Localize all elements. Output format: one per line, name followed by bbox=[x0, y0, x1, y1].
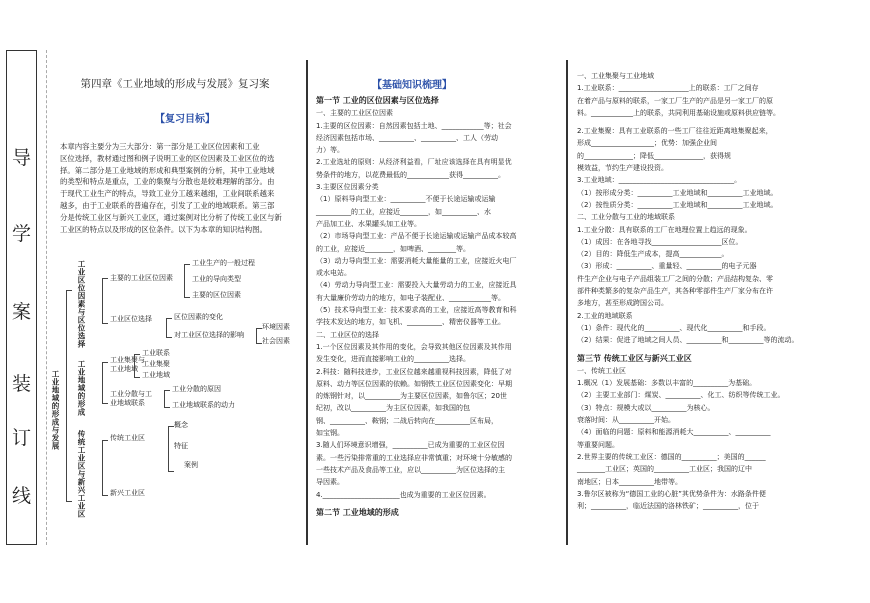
binding-char: 学 bbox=[11, 223, 31, 245]
text-line: 学技术发达的地方，如飞机、__________、精密仪器等工业。 bbox=[316, 318, 505, 327]
text-line: 二、工业区位的选择 bbox=[316, 330, 379, 339]
text-line: 件生产企业与电子产品组装工厂之间的分散；产品结构复杂、零 bbox=[577, 274, 773, 283]
text-line: 3.随人们环境意识增强，__________已成为重要的工业区位因 bbox=[316, 441, 505, 450]
intro-paragraph bbox=[60, 141, 300, 235]
tree-bracket bbox=[134, 354, 140, 378]
text-line: 的工业，应接近________，如啤酒、________等。 bbox=[316, 244, 470, 253]
text-line: 4.______________________也成为重要的工业区位因素。 bbox=[316, 490, 491, 499]
tree-node: 新兴工业区 bbox=[110, 489, 145, 497]
tree-node: 工业生产的一般过程 bbox=[192, 259, 255, 267]
tree-node: 工业区位选择 bbox=[110, 315, 152, 323]
text-line: （3）形成：__________、重量轻、__________的电子元器 bbox=[577, 262, 757, 271]
binding-dashed-line bbox=[46, 50, 47, 545]
tree-bracket bbox=[166, 318, 172, 338]
text-line: （5）技术导向型工业：技术要求高的工业，应接近高等教育和科 bbox=[316, 306, 517, 315]
text-line: （4）面临的问题：原料和能源消耗大__________、__________ bbox=[577, 428, 771, 437]
binding-char: 订 bbox=[11, 427, 31, 449]
binding-strip bbox=[6, 50, 37, 545]
text-line: 一、工业集聚与工业地域 bbox=[577, 72, 654, 80]
text-line: 等重要问题。 bbox=[577, 440, 619, 449]
tree-node: 工业分散的原因 bbox=[172, 385, 221, 393]
section-heading: 第三节 传统工业区与新兴工业区 bbox=[577, 353, 692, 363]
text-line: 多地方，甚至形成跨国公司。 bbox=[577, 299, 668, 308]
intro-line: 区位选择，教材通过图和例子说明工业的区位因素及工业区位的选 bbox=[60, 153, 275, 163]
text-line: 3.鲁尔区被称为“德国工业的心脏”其优势条件为：水路条件便 bbox=[577, 489, 766, 498]
text-line: 1.概况（1）发展基础：多数以丰富的__________为基础。 bbox=[577, 379, 757, 388]
tree-node: 特征 bbox=[174, 442, 188, 450]
tree-bracket bbox=[102, 278, 108, 324]
text-line: 利；__________，临近法国的洛林铁矿；__________，位于 bbox=[577, 502, 759, 511]
binding-char: 装 bbox=[11, 373, 31, 395]
tree-node: 环境因素 bbox=[262, 323, 290, 331]
text-line: 料。____________上的联系，共同利用基础设施或原料供应链等。 bbox=[577, 108, 780, 117]
text-line: （1）条件：现代化的__________、现代化__________和手段。 bbox=[577, 323, 771, 332]
binding-char: 导 bbox=[11, 147, 31, 169]
text-line: 南地区；日本__________地带等。 bbox=[577, 477, 682, 486]
text-line: 1.工业分散：具有联系的工厂在地理位置上趋远的现象。 bbox=[577, 225, 752, 234]
text-line: 形成__________________；优势：加强企业间 bbox=[577, 139, 717, 148]
section-heading: 第一节 工业的区位因素与区位选择 bbox=[316, 96, 439, 105]
tree-branch-1: 工业区位因素与区位选择 bbox=[77, 260, 86, 348]
text-line: 有大量廉价劳动力的地方，如电子装配业、____________等。 bbox=[316, 293, 505, 302]
text-line: 1.工业联系：____________________上的联系：工厂之间存 bbox=[577, 84, 759, 93]
tree-bracket bbox=[184, 264, 190, 298]
review-goal-header: 【复习目标】 bbox=[155, 114, 215, 125]
text-line: 的炼钢针对，以__________为主要区位因素，如鲁尔区；20世 bbox=[316, 392, 507, 401]
column-divider bbox=[306, 60, 308, 545]
text-line: （1）原料导向型工业：__________不便于长途运输或运输 bbox=[316, 195, 496, 204]
text-line: 1.主要的区位因素：自然因素包括土地、____________等；社会 bbox=[316, 121, 512, 130]
text-line: （2）目的：降低生产成本，提高____________。 bbox=[577, 250, 729, 259]
text-line: 纪初，改以__________为主区位因素，如我国的包 bbox=[316, 404, 470, 413]
text-line: __________的工业，应接近________，如__________、水 bbox=[316, 207, 491, 216]
tree-node: 传统工业区 bbox=[110, 434, 145, 442]
intro-line: 分是传统工业区与新兴工业区，通过案例对比分析了传统工业区与新 bbox=[60, 212, 282, 222]
intro-line: 工业区的特点以及形成的区位条件。以下为本章的知识结构图。 bbox=[60, 224, 267, 234]
tree-node: 工业分散与工业地域联系 bbox=[110, 390, 152, 407]
binding-char: 案 bbox=[11, 301, 31, 323]
intro-line: 的类型和特点是重点，工业的集聚与分散也是较难理解的部分。由 bbox=[60, 177, 275, 187]
text-line: 模效益，节约生产建设投资。 bbox=[577, 164, 668, 173]
intro-line: 于现代工业生产的特点，导致工业分工越来越细，工业间联系越来 bbox=[60, 189, 275, 199]
text-line: 发生变化，进而直接影响工业的__________选择。 bbox=[316, 355, 470, 364]
tree-node: 工业地域联系的动力 bbox=[172, 401, 235, 409]
tree-node: 工业集聚与工业地域 bbox=[110, 356, 145, 373]
text-line: 二、工业分散与工业的地域联系 bbox=[577, 213, 675, 222]
text-line: 2.科技：随科技进步，工业区位越来越重视科技因素，降低了对 bbox=[316, 367, 512, 376]
text-line: （3）特点：规模大或以__________为核心。 bbox=[577, 403, 715, 412]
tree-node: 社会因素 bbox=[262, 337, 290, 345]
section-heading: 第二节 工业地域的形成 bbox=[316, 507, 399, 517]
intro-line: 本章内容主要分为三大部分：第一部分是工业区位因素和工业 bbox=[60, 142, 260, 151]
text-line: 经济因素包括市场、__________、__________、工人（劳动 bbox=[316, 133, 498, 142]
text-line: 势条件的地方，以花费最低的____________获得__________。 bbox=[316, 170, 505, 179]
column-3-body bbox=[577, 70, 827, 512]
tree-node: 工业地域 bbox=[142, 371, 170, 379]
intro-line: 择。第二部分是工业地域的形成和典型案例的分析，其中工业地域 bbox=[60, 165, 275, 175]
text-line: 3.主要区位因素分类 bbox=[316, 183, 379, 192]
text-line: （2）结果：促进了地域之间人员、__________和__________等的流动。 bbox=[577, 336, 799, 345]
tree-node: 区位因素的变化 bbox=[174, 313, 223, 321]
tree-node: 案例 bbox=[184, 461, 198, 469]
text-line: 如宝钢。 bbox=[316, 429, 344, 438]
text-line: 2.工业选址的原则：从经济利益看，厂址应该选择在具有明显优 bbox=[316, 158, 512, 167]
text-line: 在着产品与原料的联系，一家工厂生产的产品是另一家工厂的原 bbox=[577, 96, 773, 105]
text-line: 素。一些污染排常重的工业选择应非常慎重；对环境十分敏感的 bbox=[316, 453, 512, 462]
tree-root: 工业地域的形成与发展 bbox=[51, 370, 60, 450]
text-line: ________工业区；英国的__________工业区；我国的辽中 bbox=[577, 465, 752, 474]
text-line: 原料、动力等区位因素的依赖。如钢铁工业区位因素变化：早期 bbox=[316, 379, 512, 388]
tree-branch-3: 传统工业区与新兴工业区 bbox=[77, 430, 86, 518]
text-line: 2.工业的地域联系 bbox=[577, 311, 633, 320]
intro-line: 越多，由于工业联系的普遍存在，引发了工业的地域联系。第三部 bbox=[60, 200, 275, 210]
text-line: （1）成因：在各地寻找____________________区位。 bbox=[577, 237, 743, 246]
tree-node: 对工业区位选择的影响 bbox=[174, 331, 244, 339]
text-line: 力）等。 bbox=[316, 146, 344, 155]
tree-bracket bbox=[102, 440, 108, 496]
text-line: 导因素。 bbox=[316, 478, 344, 487]
tree-bracket bbox=[102, 362, 108, 404]
tree-bracket bbox=[66, 290, 72, 502]
text-line: 衰落时间：从__________开始。 bbox=[577, 416, 675, 425]
page-title: 第四章《工业地域的形成与发展》复习案 bbox=[80, 78, 270, 90]
tree-node: 工业的导向类型 bbox=[192, 275, 241, 283]
binding-char: 线 bbox=[11, 485, 31, 507]
knowledge-header: 【基础知识梳理】 bbox=[372, 80, 452, 91]
tree-node: 主要的区位因素 bbox=[192, 291, 241, 299]
tree-node: 主要的工业区位因素 bbox=[110, 274, 173, 282]
text-line: 1.一个区位因素及其作用的变化，会导致其他区位因素及其作用 bbox=[316, 342, 512, 351]
text-line: （2）主要工业部门：煤炭、__________、化工、纺织等传统工业。 bbox=[577, 391, 785, 400]
text-line: （1）按形成分类：__________工业地域和__________工业地域。 bbox=[577, 188, 778, 197]
text-line: 3.工业地域：_________________________________。 bbox=[577, 176, 742, 185]
text-line: （3）动力导向型工业：需要消耗大量能量的工业，应接近火电厂 bbox=[316, 256, 517, 265]
text-line: 钢、__________、鞍钢；二战后转向在__________区布局， bbox=[316, 416, 498, 425]
text-line: 一、主要的工业区位因素 bbox=[316, 109, 393, 118]
text-line: 产品加工业、水果罐头加工业等。 bbox=[316, 219, 421, 228]
tree-node: 工业集聚 bbox=[142, 360, 170, 368]
tree-bracket bbox=[164, 390, 170, 408]
text-line: 2.世界主要的传统工业区：德国的__________；美国的______ bbox=[577, 452, 766, 461]
tree-node: 概念 bbox=[174, 421, 188, 429]
text-line: （2）按性质分类：__________工业地域和__________工业地域。 bbox=[577, 200, 778, 209]
text-line: 一、传统工业区 bbox=[577, 366, 626, 375]
column-2-body bbox=[316, 95, 556, 519]
column-divider bbox=[566, 60, 568, 545]
knowledge-tree bbox=[50, 250, 300, 540]
text-line: 2.工业集聚：具有工业联系的一些工厂往往近距离地集聚起来， bbox=[577, 127, 773, 136]
text-line: 或水电站。 bbox=[316, 269, 351, 278]
text-line: 部件种类繁多的复杂产品生产，其各种零部件生产厂家分布在许 bbox=[577, 287, 773, 296]
tree-node: 工业联系 bbox=[142, 349, 170, 357]
text-line: 的______________；降低______________，获得规 bbox=[577, 151, 731, 160]
text-line: （4）劳动力导向型工业：需要投入大量劳动力的工业，应接近具 bbox=[316, 281, 517, 290]
tree-branch-2: 工业地域的形成 bbox=[77, 360, 86, 416]
text-line: 一些技术产品及食品等工业，应以__________为区位选择的主 bbox=[316, 465, 505, 474]
text-line: （2）市场导向型工业：产品不便于长途运输或运输产品成本较高 bbox=[316, 232, 517, 241]
